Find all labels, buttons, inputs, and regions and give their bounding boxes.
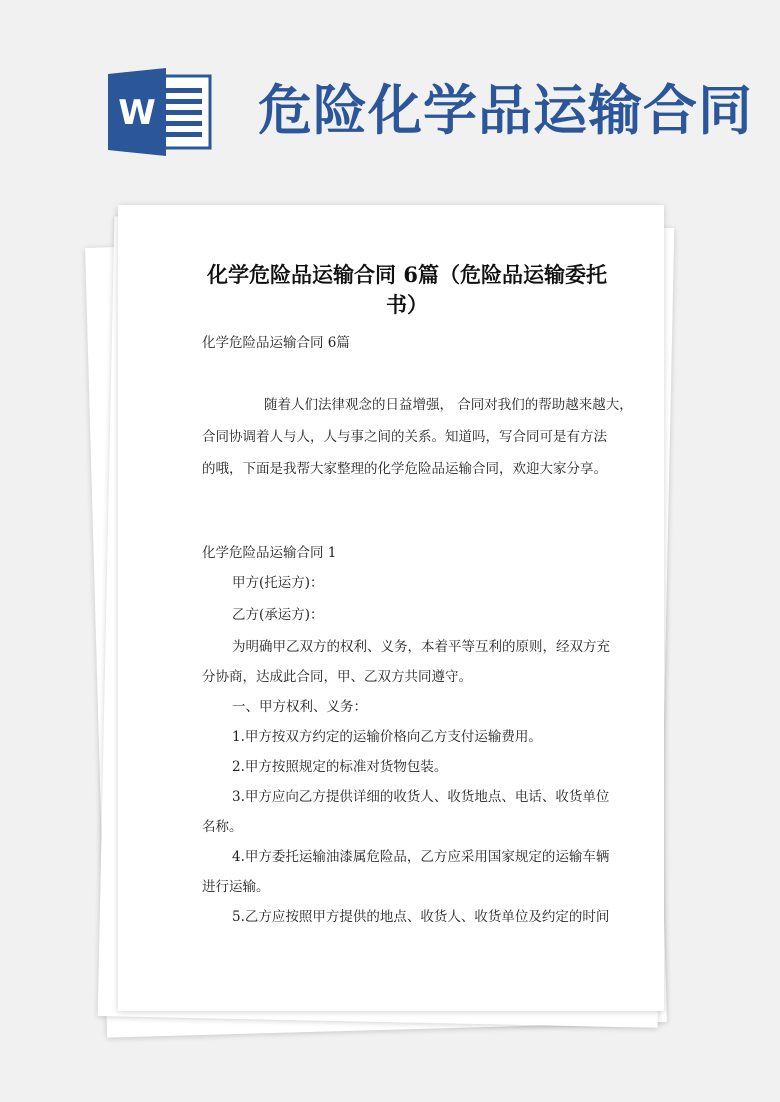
document-title-line-2: 书）: [386, 292, 428, 317]
section-heading: 化学危险品运输合同 1: [202, 545, 337, 561]
clause-line-1: 1.甲方按双方约定的运输价格向乙方支付运输费用。: [232, 729, 542, 745]
clause-line-4: 名称。: [202, 819, 243, 835]
party-a: 甲方(托运方)：: [232, 575, 324, 591]
intro-line-1: 随着人们法律观念的日益增强， 合同对我们的帮助越来越大，: [264, 397, 633, 413]
document-subtitle: 化学危险品运输合同 6篇: [202, 335, 350, 351]
preamble-line-1: 为明确甲乙双方的权利、义务，本着平等互利的原则，经双方充: [232, 639, 610, 655]
party-b: 乙方(承运方)：: [232, 607, 324, 623]
document-title-line-1: 化学危险品运输合同 6篇（危险品运输委托: [207, 262, 607, 287]
preamble-line-2: 分协商，达成此合同，甲、乙双方共同遵守。: [202, 669, 472, 685]
clause-heading: 一、甲方权利、义务：: [232, 699, 367, 715]
clause-line-5: 4.甲方委托运输油漆属危险品，乙方应采用国家规定的运输车辆: [232, 849, 610, 865]
clause-line-6: 进行运输。: [202, 879, 270, 895]
paper-sheet-front: [118, 205, 664, 1011]
intro-line-3: 的哦，下面是我帮大家整理的化学危险品运输合同，欢迎大家分享。: [202, 461, 607, 477]
document-body: [118, 205, 664, 1011]
word-logo-icon: [108, 68, 214, 156]
clause-line-2: 2.甲方按照规定的标准对货物包装。: [232, 759, 448, 775]
logo-letter: W: [118, 93, 156, 133]
document-title: [202, 260, 612, 320]
clause-line-7: 5.乙方应按照甲方提供的地点、收货人、收货单位及约定的时间: [232, 909, 610, 925]
intro-line-2: 合同协调着人与人，人与事之间的关系。知道吗，写合同可是有方法: [202, 429, 607, 445]
page-title: 危险化学品运输合同: [258, 79, 753, 142]
clause-line-3: 3.甲方应向乙方提供详细的收货人、收货地点、电话、收货单位: [232, 789, 610, 805]
